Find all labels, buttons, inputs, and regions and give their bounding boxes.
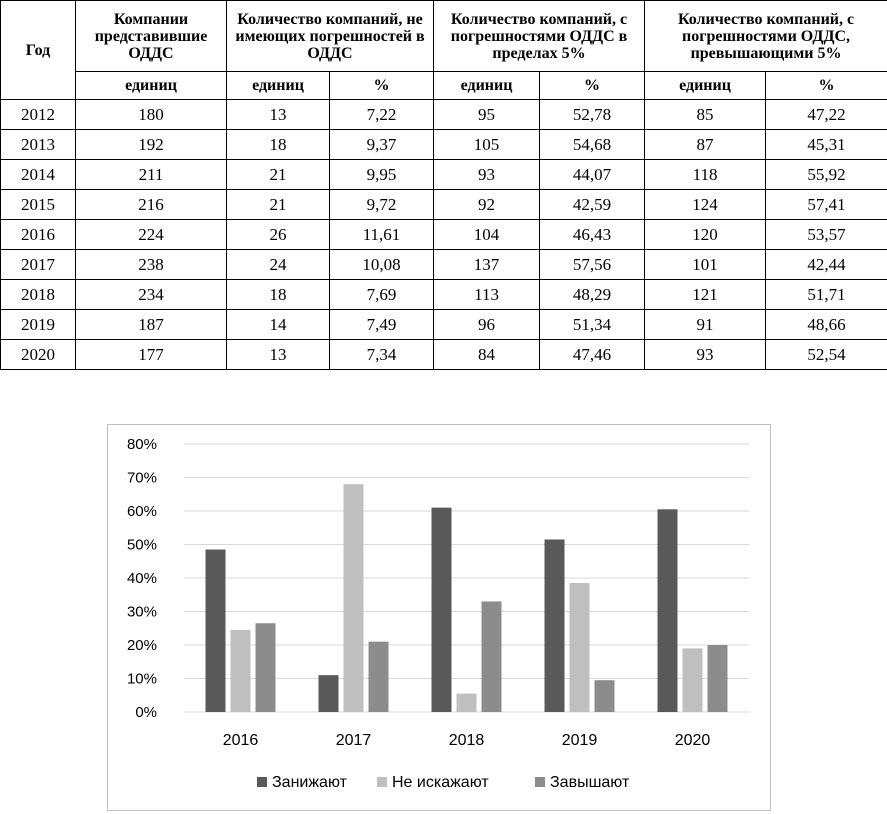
unit-cell: единиц — [227, 72, 330, 100]
header-over-5: Количество компаний, с погрешностями ОДДС, превышающими 5% — [645, 1, 887, 72]
bar-1-2017 — [319, 675, 339, 712]
bar-3-2020 — [708, 645, 728, 712]
value-cell: 51,34 — [540, 310, 645, 340]
unit-cell: % — [330, 72, 434, 100]
header-companies: Компании представившие ОДДС — [76, 1, 227, 72]
year-cell: 2014 — [1, 160, 76, 190]
value-cell: 104 — [434, 220, 540, 250]
value-cell: 55,92 — [766, 160, 887, 190]
value-cell: 121 — [645, 280, 766, 310]
value-cell: 87 — [645, 130, 766, 160]
bar-1-2016 — [206, 550, 226, 712]
value-cell: 105 — [434, 130, 540, 160]
value-cell: 7,34 — [330, 340, 434, 370]
value-cell: 96 — [434, 310, 540, 340]
value-cell: 95 — [434, 100, 540, 130]
bar-2-2017 — [344, 484, 364, 712]
value-cell: 124 — [645, 190, 766, 220]
bar-1-2020 — [658, 509, 678, 712]
value-cell: 92 — [434, 190, 540, 220]
x-tick-label: 2018 — [448, 732, 485, 749]
value-cell: 47,46 — [540, 340, 645, 370]
value-cell: 45,31 — [766, 130, 887, 160]
value-cell: 14 — [227, 310, 330, 340]
y-tick-label: 0% — [135, 704, 157, 721]
value-cell: 18 — [227, 280, 330, 310]
legend-label: Завышают — [550, 774, 630, 791]
value-cell: 13 — [227, 100, 330, 130]
value-cell: 113 — [434, 280, 540, 310]
value-cell: 48,66 — [766, 310, 887, 340]
year-cell: 2016 — [1, 220, 76, 250]
value-cell: 18 — [227, 130, 330, 160]
chart-svg — [108, 425, 770, 810]
table-row — [1, 250, 887, 280]
table-row — [1, 160, 887, 190]
value-cell: 57,56 — [540, 250, 645, 280]
value-cell: 238 — [76, 250, 227, 280]
table-row — [1, 280, 887, 310]
bar-1-2019 — [545, 539, 565, 712]
table-body — [1, 100, 887, 370]
data-table — [0, 0, 887, 370]
value-cell: 52,54 — [766, 340, 887, 370]
value-cell: 91 — [645, 310, 766, 340]
legend-label: Не искажают — [392, 774, 489, 791]
bar-3-2016 — [256, 623, 276, 712]
value-cell: 7,69 — [330, 280, 434, 310]
bar-2-2018 — [457, 694, 477, 712]
value-cell: 234 — [76, 280, 227, 310]
value-cell: 9,72 — [330, 190, 434, 220]
x-tick-label: 2019 — [561, 732, 598, 749]
y-tick-label: 10% — [126, 670, 157, 688]
table-row — [1, 190, 887, 220]
unit-cell: единиц — [434, 72, 540, 100]
legend-swatch — [257, 777, 267, 787]
year-cell: 2015 — [1, 190, 76, 220]
value-cell: 7,49 — [330, 310, 434, 340]
x-tick-label: 2020 — [674, 732, 711, 749]
value-cell: 21 — [227, 160, 330, 190]
value-cell: 51,71 — [766, 280, 887, 310]
value-cell: 177 — [76, 340, 227, 370]
value-cell: 216 — [76, 190, 227, 220]
bar-3-2017 — [369, 642, 389, 712]
value-cell: 93 — [434, 160, 540, 190]
value-cell: 54,68 — [540, 130, 645, 160]
value-cell: 13 — [227, 340, 330, 370]
table-row — [1, 340, 887, 370]
value-cell: 10,08 — [330, 250, 434, 280]
y-tick-label: 70% — [126, 469, 157, 487]
value-cell: 120 — [645, 220, 766, 250]
year-cell: 2019 — [1, 310, 76, 340]
year-cell: 2018 — [1, 280, 76, 310]
header-year: Год — [1, 1, 76, 100]
value-cell: 52,78 — [540, 100, 645, 130]
bar-2-2019 — [570, 583, 590, 712]
value-cell: 26 — [227, 220, 330, 250]
header-within-5: Количество компаний, с погрешностями ОДДС в пределах 5% — [434, 1, 645, 72]
bar-3-2018 — [482, 601, 502, 712]
value-cell: 211 — [76, 160, 227, 190]
value-cell: 224 — [76, 220, 227, 250]
value-cell: 53,57 — [766, 220, 887, 250]
legend-swatch — [377, 777, 387, 787]
value-cell: 9,37 — [330, 130, 434, 160]
unit-cell: % — [766, 72, 887, 100]
value-cell: 118 — [645, 160, 766, 190]
value-cell: 7,22 — [330, 100, 434, 130]
y-tick-label: 30% — [126, 603, 157, 621]
value-cell: 187 — [76, 310, 227, 340]
year-cell: 2012 — [1, 100, 76, 130]
table-row — [1, 310, 887, 340]
bar-2-2020 — [683, 648, 703, 712]
value-cell: 192 — [76, 130, 227, 160]
bar-3-2019 — [595, 680, 615, 712]
table-row — [1, 220, 887, 250]
table-row — [1, 100, 887, 130]
value-cell: 44,07 — [540, 160, 645, 190]
year-cell: 2020 — [1, 340, 76, 370]
value-cell: 137 — [434, 250, 540, 280]
unit-cell: % — [540, 72, 645, 100]
value-cell: 101 — [645, 250, 766, 280]
value-cell: 42,59 — [540, 190, 645, 220]
value-cell: 85 — [645, 100, 766, 130]
table-row — [1, 130, 887, 160]
year-cell: 2013 — [1, 130, 76, 160]
bar-2-2016 — [231, 630, 251, 712]
value-cell: 42,44 — [766, 250, 887, 280]
value-cell: 21 — [227, 190, 330, 220]
value-cell: 57,41 — [766, 190, 887, 220]
unit-cell: единиц — [76, 72, 227, 100]
value-cell: 93 — [645, 340, 766, 370]
y-tick-label: 40% — [126, 570, 157, 587]
x-tick-label: 2016 — [222, 732, 259, 749]
legend-swatch — [535, 777, 545, 787]
value-cell: 9,95 — [330, 160, 434, 190]
value-cell: 47,22 — [766, 100, 887, 130]
x-tick-label: 2017 — [335, 732, 372, 749]
header-no-errors: Количество компаний, не имеющих погрешностей в ОДДС — [227, 1, 434, 72]
y-tick-label: 20% — [126, 637, 157, 654]
legend-label: Занижают — [272, 774, 347, 791]
year-cell: 2017 — [1, 250, 76, 280]
value-cell: 48,29 — [540, 280, 645, 310]
bar-1-2018 — [432, 508, 452, 712]
value-cell: 84 — [434, 340, 540, 370]
value-cell: 180 — [76, 100, 227, 130]
y-tick-label: 80% — [126, 436, 157, 453]
bar-chart — [107, 424, 771, 811]
y-tick-label: 60% — [126, 503, 157, 520]
value-cell: 46,43 — [540, 220, 645, 250]
unit-cell: единиц — [645, 72, 766, 100]
y-tick-label: 50% — [126, 536, 157, 554]
value-cell: 11,61 — [330, 220, 434, 250]
value-cell: 24 — [227, 250, 330, 280]
